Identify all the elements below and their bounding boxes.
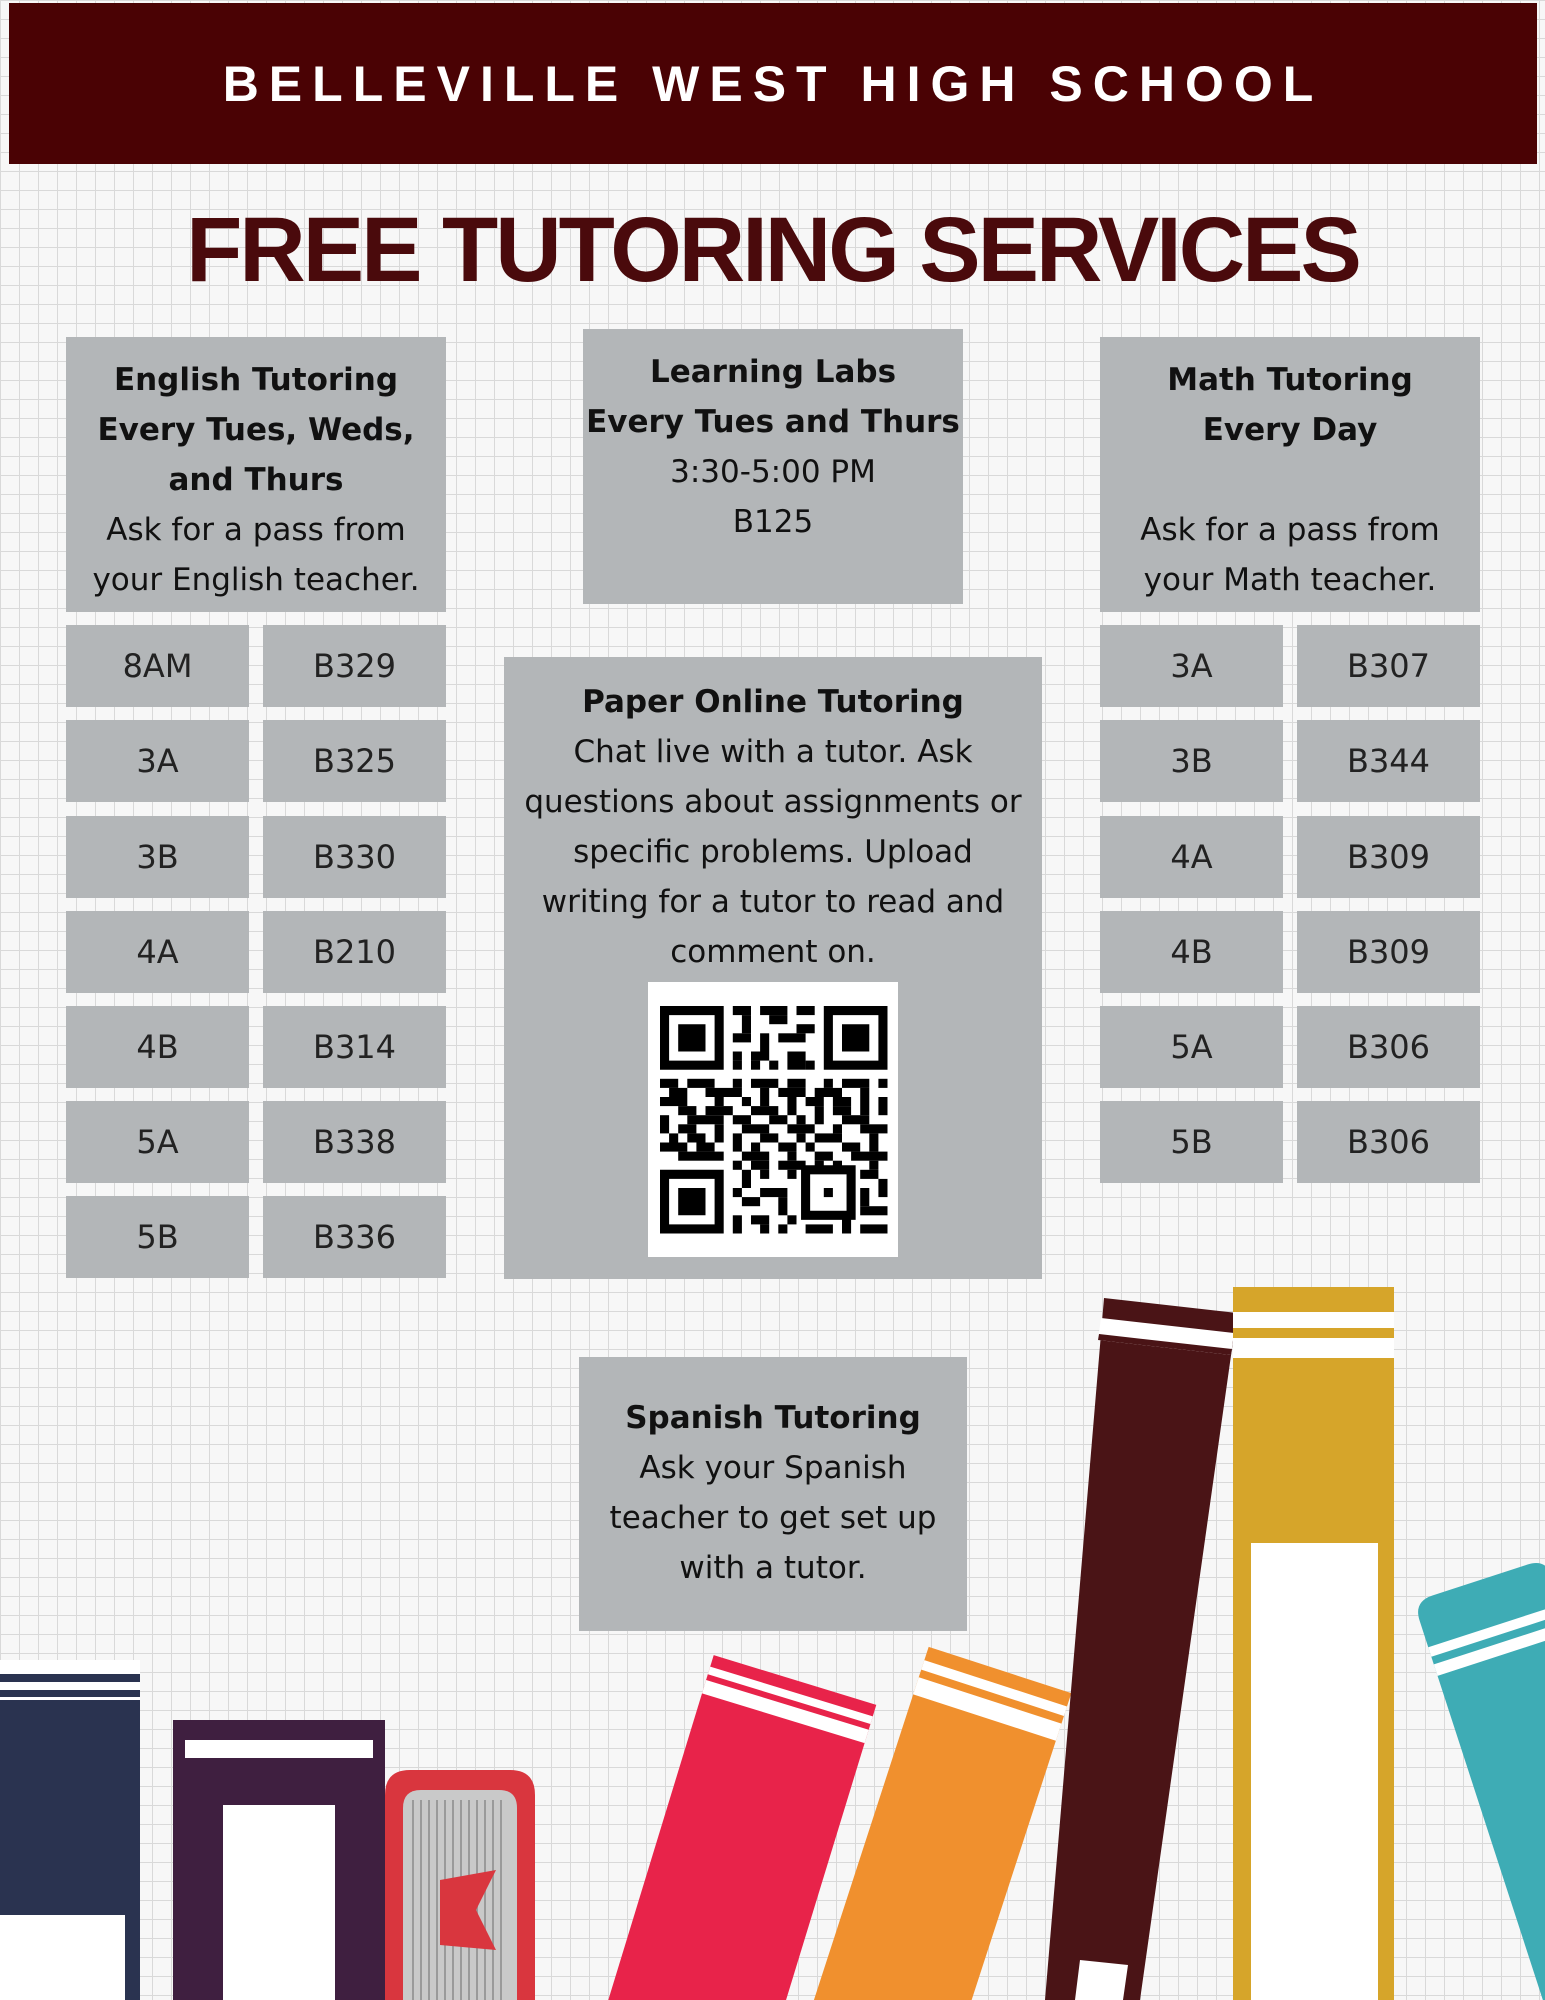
math-room-cell: B306 — [1297, 1006, 1480, 1088]
math-period-cell: 5A — [1100, 1006, 1283, 1088]
math-room-cell: B307 — [1297, 625, 1480, 707]
math-room-cell: B309 — [1297, 911, 1480, 993]
math-heading-2: Every Day — [1202, 412, 1378, 448]
spanish-line-1: Ask your Spanish — [639, 1450, 907, 1486]
math-room-cell: B309 — [1297, 816, 1480, 898]
english-room-cell: B330 — [263, 816, 446, 898]
math-period-cell: 3A — [1100, 625, 1283, 707]
math-period-cell: 5B — [1100, 1101, 1283, 1183]
math-period-cell: 4B — [1100, 911, 1283, 993]
labs-time: 3:30-5:00 PM — [670, 454, 876, 490]
spanish-line-3: with a tutor. — [679, 1550, 867, 1586]
english-period-cell: 5B — [66, 1196, 249, 1278]
spanish-line-2: teacher to get set up — [609, 1500, 937, 1536]
math-note-1: Ask for a pass from — [1140, 512, 1440, 548]
labs-heading-1: Learning Labs — [649, 354, 897, 390]
paper-heading: Paper Online Tutoring — [582, 684, 964, 720]
math-period-cell: 3B — [1100, 720, 1283, 802]
english-room-cell: B338 — [263, 1101, 446, 1183]
school-name: BELLEVILLE WEST HIGH SCHOOL — [222, 55, 1324, 112]
red-book — [385, 1770, 535, 2000]
math-period-cell: 4A — [1100, 816, 1283, 898]
english-room-cell: B325 — [263, 720, 446, 802]
paper-line-5: comment on. — [670, 934, 876, 970]
gold-book — [1233, 1287, 1394, 2000]
dark-red-book — [1045, 1298, 1237, 2000]
english-period-cell: 8AM — [66, 625, 249, 707]
english-heading-2: Every Tues, Weds, — [97, 412, 415, 448]
english-period-cell: 3B — [66, 816, 249, 898]
navy-book — [0, 1660, 140, 2000]
spanish-heading: Spanish Tutoring — [625, 1400, 921, 1436]
purple-book — [173, 1720, 385, 2000]
math-room-cell: B306 — [1297, 1101, 1480, 1183]
paper-line-2: questions about assignments or — [524, 784, 1022, 820]
teal-book — [1413, 1558, 1545, 2000]
labs-heading-2: Every Tues and Thurs — [586, 404, 960, 440]
labs-room: B125 — [732, 504, 814, 540]
english-note-2: your English teacher. — [92, 562, 420, 598]
english-period-cell: 3A — [66, 720, 249, 802]
math-room-cell: B344 — [1297, 720, 1480, 802]
english-heading-3: and Thurs — [168, 462, 344, 498]
paper-line-4: writing for a tutor to read and — [541, 884, 1005, 920]
math-note-2: your Math teacher. — [1143, 562, 1437, 598]
english-note-1: Ask for a pass from — [106, 512, 406, 548]
english-room-cell: B336 — [263, 1196, 446, 1278]
math-heading-1: Math Tutoring — [1167, 362, 1413, 398]
english-period-cell: 4B — [66, 1006, 249, 1088]
english-period-cell: 5A — [66, 1101, 249, 1183]
page-title: FREE TUTORING SERVICES — [186, 199, 1359, 301]
paper-line-1: Chat live with a tutor. Ask — [573, 734, 973, 770]
english-room-cell: B210 — [263, 911, 446, 993]
paper-line-3: specific problems. Upload — [573, 834, 973, 870]
english-period-cell: 4A — [66, 911, 249, 993]
english-room-cell: B314 — [263, 1006, 446, 1088]
english-heading-1: English Tutoring — [113, 362, 399, 398]
english-room-cell: B329 — [263, 625, 446, 707]
